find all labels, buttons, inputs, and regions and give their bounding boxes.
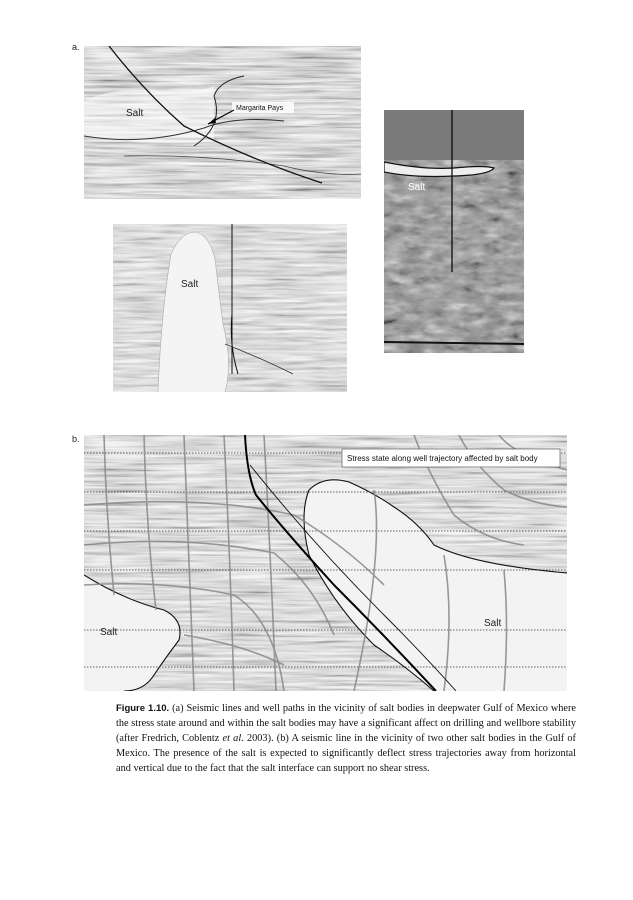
salt-label: Salt [181,279,199,290]
salt-label: Salt [126,108,144,119]
legend-text: Stress state along well trajectory affected by salt body [347,454,538,463]
salt-body [84,86,214,143]
seismic-section-b [84,435,567,691]
salt-label-right: Salt [484,618,502,629]
figure-b-label: b. [72,434,80,444]
caption-text-a: (a) Seismic lines and well paths in the vicinity of salt bodies in deepwater Gulf of Mexico where the stress state around and within the salt bodies may have a significant affect on drilling and wellbore stability (after Fredrich, Coblentz [116,703,576,744]
seismic-section-3 [113,224,347,392]
salt-label-left: Salt [100,627,118,638]
figure-caption [116,701,576,776]
margarita-pays-label: Margarita Pays [236,105,284,112]
figure-a-label: a. [72,42,80,52]
seismic-section-2 [384,110,524,353]
seismic-section-1 [84,46,361,199]
figure-number: Figure 1.10. [116,703,170,714]
caption-text-b: 2003). (b) A seismic line in the vicinity of two other salt bodies in the Gulf of Mexico. The presence of the salt is expected to significantly deflect stress trajectories away from horizontal and vertical due to the fact that the salt interface can support no shear stress. [116,733,576,774]
caption-et-al: et al. [222,733,244,744]
salt-label: Salt [408,182,426,193]
